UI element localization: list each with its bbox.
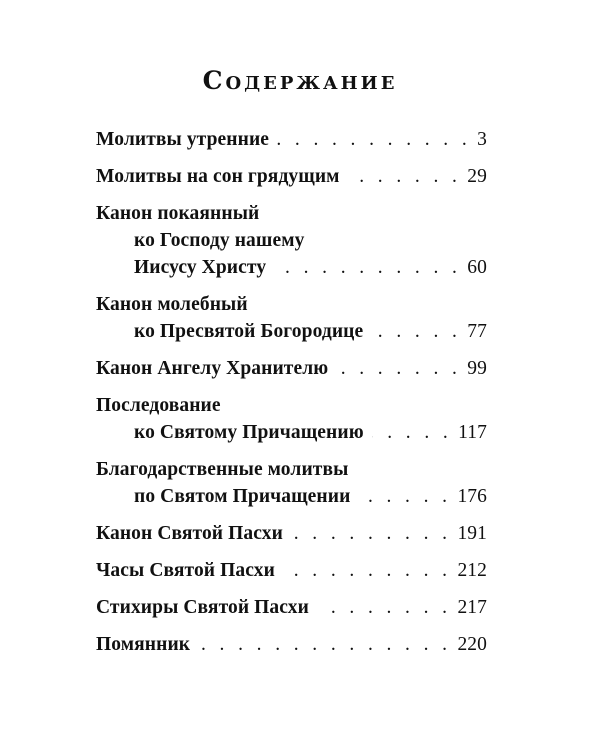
- toc-entry-line: [96, 227, 487, 254]
- toc-page-number: 60: [467, 257, 487, 278]
- toc-entry-title: Канон Ангелу Хранителю: [96, 358, 329, 379]
- dot-leader: [371, 318, 461, 345]
- toc-entry-title: Последование: [96, 395, 221, 416]
- toc-entry-subtitle: ко Господу нашему: [134, 230, 305, 251]
- page-title: Содержание: [202, 66, 398, 95]
- toc-page-number: 99: [467, 358, 487, 379]
- dot-leader: [348, 163, 462, 190]
- toc-page-number: 117: [458, 422, 487, 443]
- toc-entry[interactable]: [96, 291, 487, 345]
- toc-entry-title: Молитвы на сон грядущим: [96, 166, 340, 187]
- toc-entry-line: [96, 456, 487, 483]
- toc-entry-title: Молитвы утренние: [96, 129, 270, 150]
- dot-leader: [291, 520, 452, 547]
- toc-page-number: 176: [457, 486, 487, 507]
- toc-entry-title: Благодарственные молитвы: [96, 459, 349, 480]
- toc-entry-subtitle: ко Святому Причащению: [134, 422, 364, 443]
- toc-page-number: 29: [467, 166, 487, 187]
- dot-leader: [283, 557, 452, 584]
- toc-entry[interactable]: [96, 631, 487, 658]
- toc-entry[interactable]: [96, 520, 487, 547]
- toc-entry-line: [96, 318, 487, 345]
- toc-entry-subtitle: ко Пресвятой Богородице: [134, 321, 364, 342]
- toc-entry-line: [96, 631, 487, 658]
- toc-entry-line: [96, 392, 487, 419]
- toc-entry[interactable]: [96, 557, 487, 584]
- toc-page-number: 3: [477, 129, 487, 150]
- toc-entry-line: [96, 483, 487, 510]
- toc-entry-line: [96, 594, 487, 621]
- dot-leader: [198, 631, 451, 658]
- dot-leader: [372, 419, 452, 446]
- toc-entry-line: [96, 200, 487, 227]
- toc-entry-line: [96, 291, 487, 318]
- dot-leader: [317, 594, 451, 621]
- toc-entry[interactable]: [96, 456, 487, 510]
- toc-entry-title: Стихиры Святой Пасхи: [96, 597, 309, 618]
- toc-entry-subtitle: по Святом Причащении: [134, 486, 351, 507]
- toc-entry[interactable]: [96, 126, 487, 153]
- toc-entry-title: Часы Святой Пасхи: [96, 560, 275, 581]
- toc-page-number: 220: [457, 634, 487, 655]
- dot-leader: [274, 254, 461, 281]
- dot-leader: [358, 483, 451, 510]
- toc-entry[interactable]: [96, 163, 487, 190]
- toc-page-number: 212: [457, 560, 487, 581]
- toc-entry-title: Канон Святой Пасхи: [96, 523, 283, 544]
- toc-entry[interactable]: [96, 200, 487, 281]
- toc-page-number: 77: [467, 321, 487, 342]
- dot-leader: [336, 355, 461, 382]
- toc-entry-line: [96, 557, 487, 584]
- toc-entry-line: [96, 126, 487, 153]
- toc-entry-line: [96, 355, 487, 382]
- toc-entry-title: Канон покаянный: [96, 203, 260, 224]
- toc-entry-line: [96, 419, 487, 446]
- toc-page-number: 191: [457, 523, 487, 544]
- toc-entry-line: [96, 163, 487, 190]
- toc-entry-subtitle: Иисусу Христу: [134, 257, 267, 278]
- toc-page-number: 217: [457, 597, 487, 618]
- dot-leader: [277, 126, 471, 153]
- toc-entry-title: Помянник: [96, 634, 191, 655]
- toc-entry-title: Канон молебный: [96, 294, 248, 315]
- toc-entry[interactable]: [96, 355, 487, 382]
- toc-entry-line: [96, 254, 487, 281]
- toc-entry[interactable]: [96, 392, 487, 446]
- toc-entry-line: [96, 520, 487, 547]
- toc-entry[interactable]: [96, 594, 487, 621]
- table-of-contents: [96, 126, 487, 668]
